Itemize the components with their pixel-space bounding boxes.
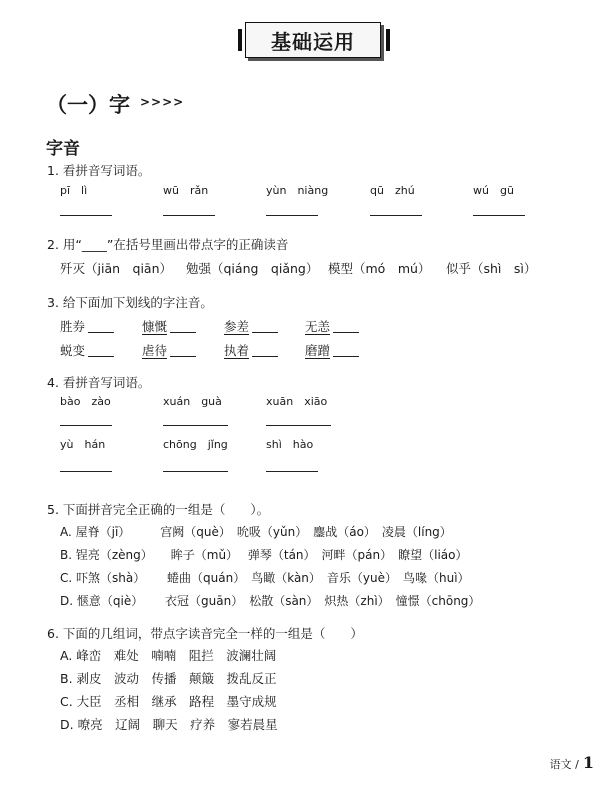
q2-item-3: 模型（mó mú） bbox=[328, 261, 431, 276]
q6-option-c[interactable]: C. 大臣 丞相 继承 路程 墨守成规 bbox=[60, 694, 277, 709]
q4-answer-line-3[interactable] bbox=[266, 425, 331, 426]
answer-blank[interactable] bbox=[333, 320, 359, 333]
section-heading: （一）字 bbox=[46, 92, 130, 117]
q4-answer-line-5[interactable] bbox=[163, 471, 228, 472]
page-title bbox=[245, 22, 381, 58]
q3-word-2: 慷慨 bbox=[142, 317, 196, 335]
q1-answer-line-1[interactable] bbox=[60, 215, 112, 216]
q4-pinyin-1: bào zào bbox=[60, 395, 111, 408]
answer-blank[interactable] bbox=[252, 344, 278, 357]
q1-answer-line-3[interactable] bbox=[266, 215, 318, 216]
page-number: 1 bbox=[582, 753, 594, 772]
q3-word-7: 执着 bbox=[224, 341, 278, 359]
q4-pinyin-5: chōng jǐng bbox=[163, 438, 228, 451]
q5-option-b[interactable]: B. 锃亮（zèng） 眸子（mǔ） 弹琴（tán） 河畔（pán） 瞭望（liáo） bbox=[60, 548, 468, 562]
q5-option-c[interactable]: C. 吓煞（shà） 蜷曲（quán） 鸟瞰（kàn） 音乐（yuè） 鸟喙（huì） bbox=[60, 571, 470, 585]
q5-option-a[interactable]: A. 屋脊（jī） 宫阙（què） 吮吸（yǔn） 鏖战（áo） 凌晨（líng） bbox=[60, 525, 452, 539]
q4-pinyin-4: yù hán bbox=[60, 438, 106, 451]
q4-answer-line-6[interactable] bbox=[266, 471, 318, 472]
page-title-text: 基础运用 bbox=[271, 29, 355, 54]
answer-blank[interactable] bbox=[88, 344, 114, 357]
q6-option-d[interactable]: D. 嘹亮 辽阔 聊天 疗养 寥若晨星 bbox=[60, 717, 278, 732]
q4-answer-line-1[interactable] bbox=[60, 425, 112, 426]
question-1-prompt: 1. 看拼音写词语。 bbox=[47, 163, 151, 178]
q6-option-b[interactable]: B. 剥皮 波动 传播 颠簸 拨乱反正 bbox=[60, 671, 277, 686]
q1-pinyin-4: qū zhú bbox=[370, 184, 415, 197]
q3-word-4: 无恙 bbox=[305, 317, 359, 335]
q4-pinyin-3: xuān xiāo bbox=[266, 395, 328, 408]
subsection-heading: 字音 bbox=[46, 139, 80, 159]
q4-pinyin-6: shì hào bbox=[266, 438, 314, 451]
answer-blank[interactable] bbox=[252, 320, 278, 333]
q1-answer-line-2[interactable] bbox=[163, 215, 215, 216]
q6-option-a[interactable]: A. 峰峦 难处 喃喃 阻拦 波澜壮阔 bbox=[60, 648, 277, 663]
answer-blank[interactable] bbox=[333, 344, 359, 357]
q1-pinyin-5: wú gū bbox=[473, 184, 514, 197]
q1-answer-line-5[interactable] bbox=[473, 215, 525, 216]
question-5-prompt: 5. 下面拼音完全正确的一组是（ ）。 bbox=[47, 502, 270, 517]
q2-item-2: 勉强（qiáng qiǎng） bbox=[186, 261, 319, 276]
q1-pinyin-2: wū rǎn bbox=[163, 184, 209, 197]
q3-word-6: 虐待 bbox=[142, 341, 196, 359]
question-2-prompt: 2. 用“____”在括号里画出带点字的正确读音 bbox=[47, 237, 289, 252]
q5-option-d[interactable]: D. 惬意（qiè） 衣冠（guān） 松散（sàn） 炽热（zhì） 憧憬（chōng） bbox=[60, 594, 481, 608]
q3-word-3: 参差 bbox=[224, 317, 278, 335]
answer-blank[interactable] bbox=[170, 320, 196, 333]
q4-answer-line-4[interactable] bbox=[60, 471, 112, 472]
q3-word-1: 胜券 bbox=[60, 317, 114, 335]
section-arrows: >>>> bbox=[140, 95, 185, 109]
q1-answer-line-4[interactable] bbox=[370, 215, 422, 216]
footer-subject: 语文 / bbox=[549, 758, 579, 771]
q2-item-1: 歼灭（jiān qiān） bbox=[60, 261, 173, 276]
q4-pinyin-2: xuán guà bbox=[163, 395, 222, 408]
page-footer bbox=[550, 753, 594, 772]
answer-blank[interactable] bbox=[88, 320, 114, 333]
q2-item-4: 似乎（shì sì） bbox=[446, 261, 537, 276]
q3-word-8: 磨蹭 bbox=[305, 341, 359, 359]
q3-word-5: 蜕变 bbox=[60, 341, 114, 359]
answer-blank[interactable] bbox=[170, 344, 196, 357]
q1-pinyin-1: pī lì bbox=[60, 184, 88, 197]
q4-answer-line-2[interactable] bbox=[163, 425, 228, 426]
q1-pinyin-3: yùn niàng bbox=[266, 184, 329, 197]
question-6-prompt: 6. 下面的几组词，带点字读音完全一样的一组是（ ） bbox=[47, 626, 363, 641]
question-3-prompt: 3. 给下面加下划线的字注音。 bbox=[47, 295, 213, 310]
question-4-prompt: 4. 看拼音写词语。 bbox=[47, 375, 151, 390]
